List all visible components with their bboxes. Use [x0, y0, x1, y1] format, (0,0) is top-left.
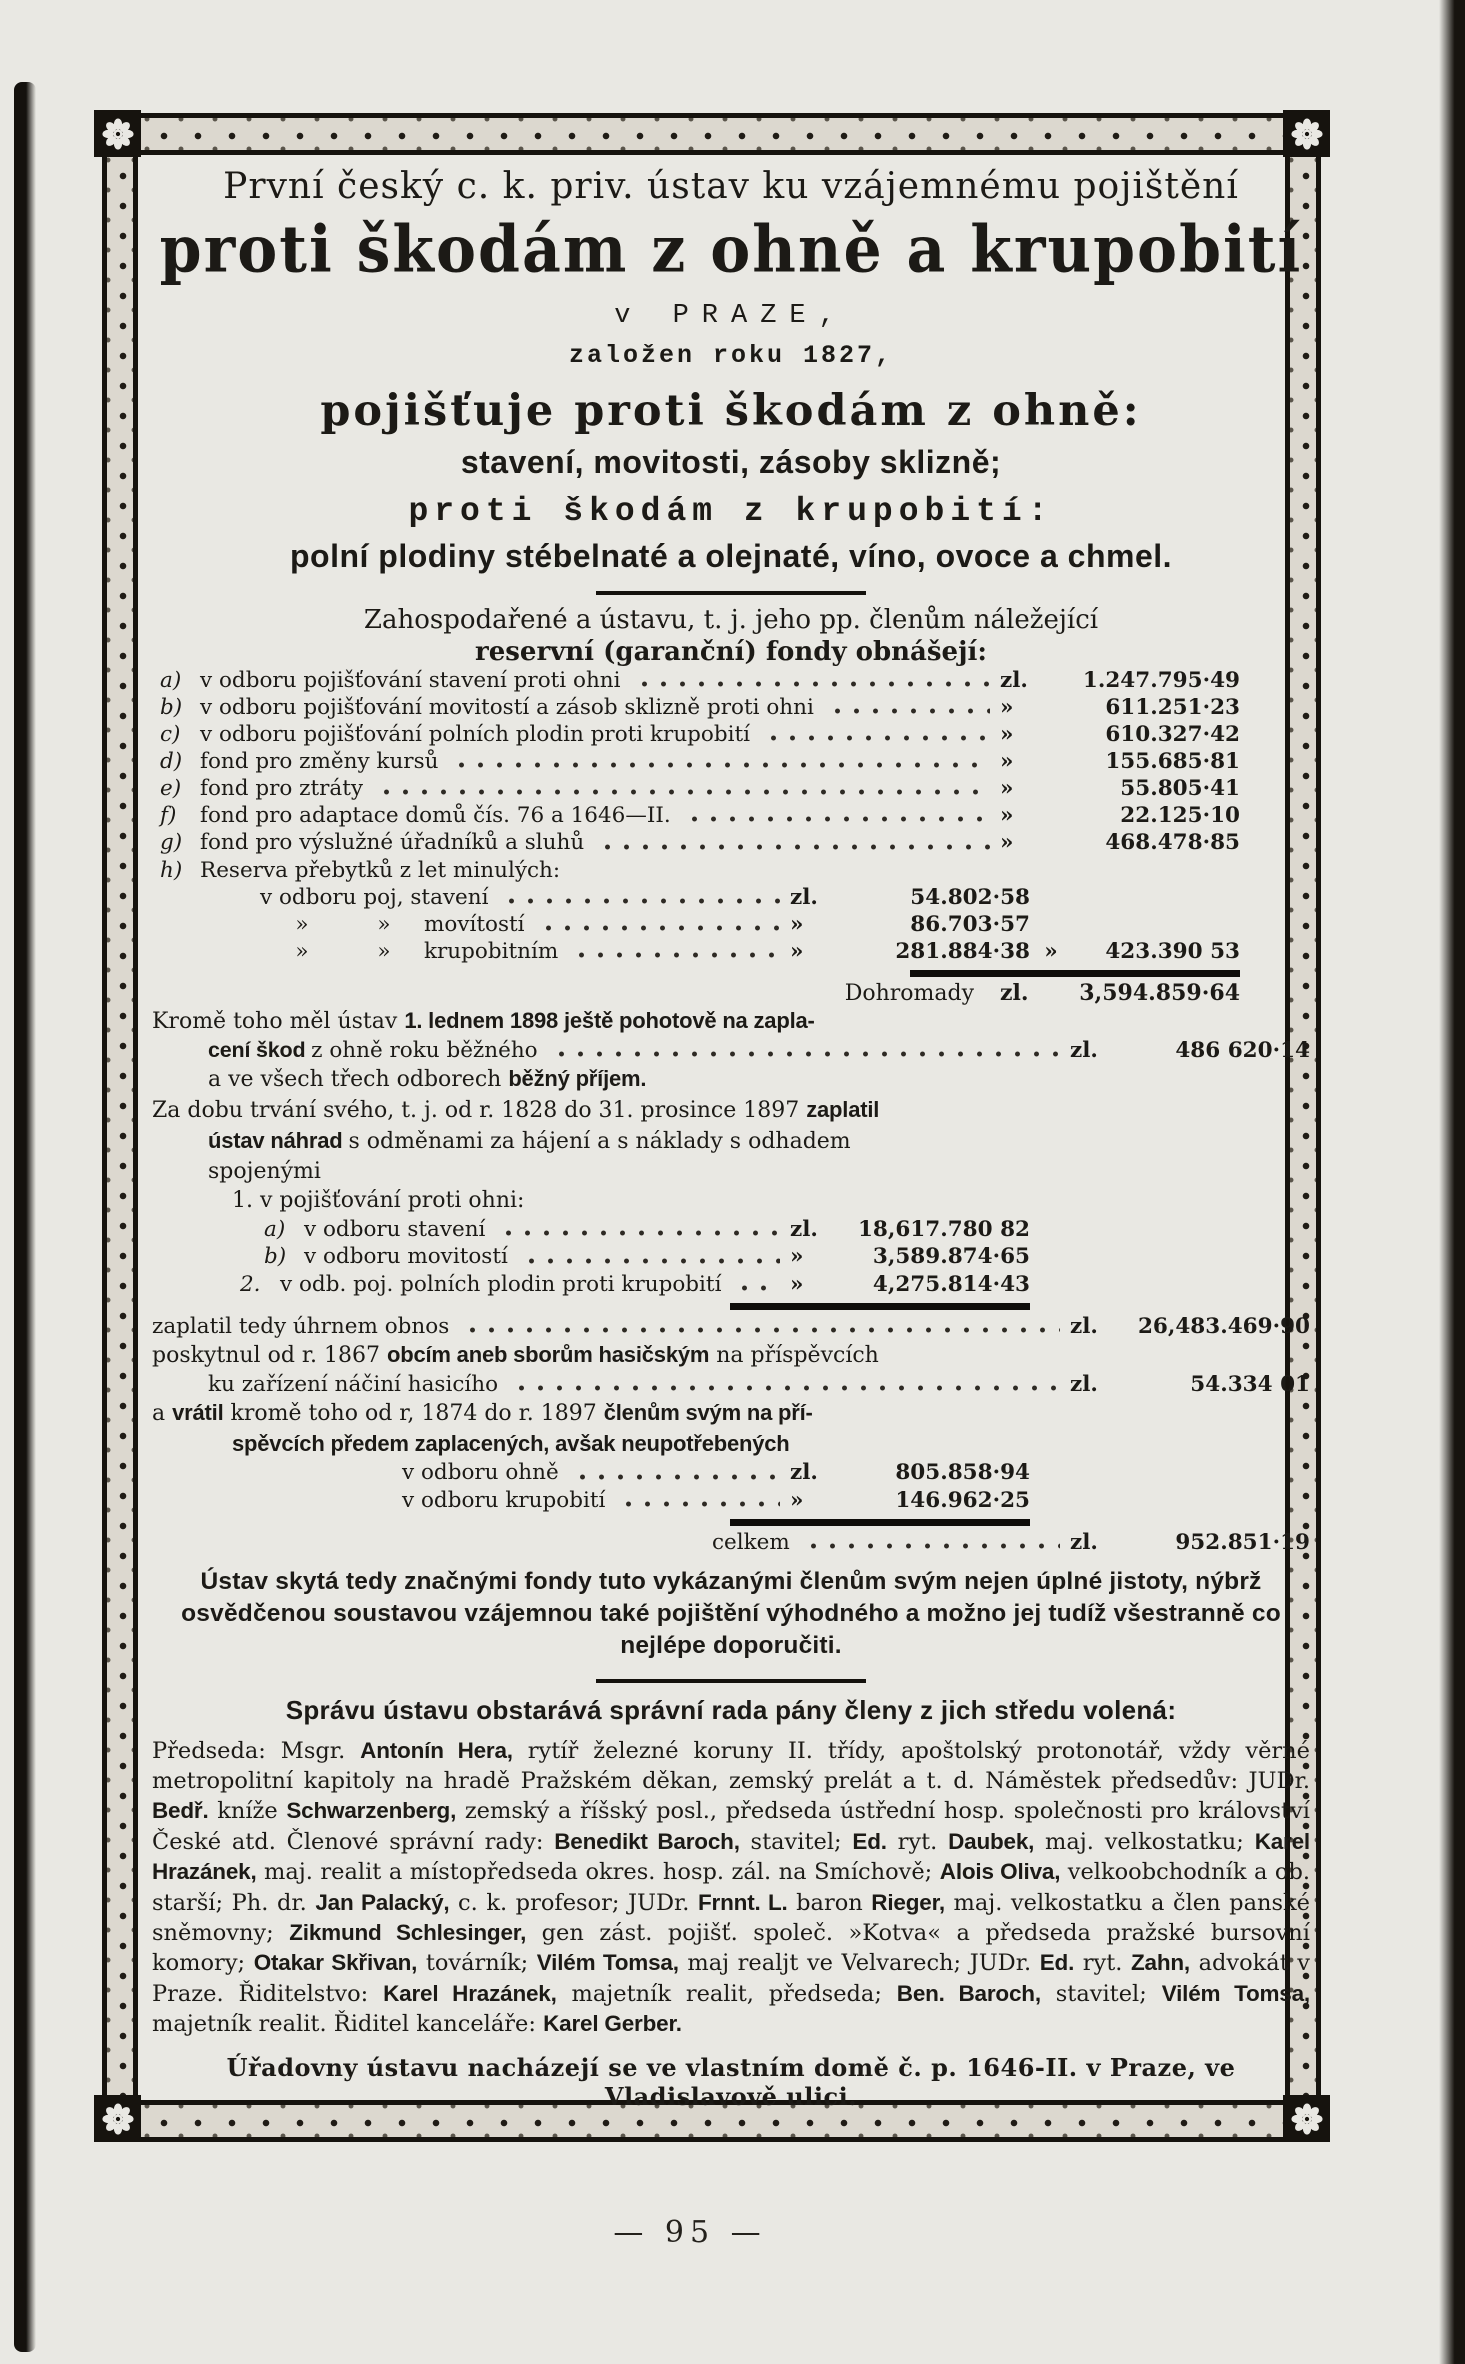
row-marker: h)	[160, 857, 183, 883]
amount: 22.125·10	[1120, 803, 1240, 829]
row-label: cení škod z ohně roku běžného	[208, 1037, 538, 1063]
amount: 805.858·94	[895, 1460, 1030, 1486]
institute-name: První český c. k. priv. ústav ku vzájemnému pojištění	[223, 166, 1239, 207]
amount: 4,275.814·43	[872, 1271, 1030, 1297]
total-amount: 3,594.859·64	[1079, 979, 1240, 1006]
currency-label: zl.	[1070, 1313, 1098, 1339]
row-label: v odboru movitostí	[304, 1244, 508, 1270]
history-row-staveni	[152, 1216, 1240, 1243]
amount-total-column: 423.390 53	[1105, 938, 1240, 964]
dot-leader	[502, 898, 780, 904]
amount: 55.805·41	[1120, 776, 1240, 802]
total-label: Dohromady	[844, 980, 974, 1006]
currency-label: zl.	[790, 1217, 818, 1243]
row-marker: g)	[160, 830, 183, 856]
dot-leader	[572, 952, 780, 958]
currency-label: »	[1044, 938, 1058, 964]
history-item1-heading: 1. v pojišťování proti ohni:	[232, 1188, 525, 1214]
history-intro-line3: spojenými	[208, 1158, 321, 1184]
paid-total-row	[152, 1313, 1310, 1340]
currency-label: zl.	[790, 1460, 818, 1486]
amount: 1.247.795·49	[1082, 668, 1240, 693]
row-label: v odboru stavení	[304, 1217, 486, 1243]
amount: 146.962·25	[895, 1487, 1030, 1513]
row-marker: a)	[160, 668, 182, 693]
section-divider	[596, 1679, 866, 1683]
funds-total-row	[152, 980, 1240, 1006]
dot-leader	[539, 925, 781, 931]
dot-leader	[552, 1051, 1060, 1057]
row-label: v odboru poj, stavení	[260, 884, 489, 910]
dot-leader	[377, 789, 990, 795]
row-marker: c)	[160, 722, 181, 748]
ditto-mark: »	[377, 938, 391, 964]
currency-label: zl.	[790, 884, 818, 910]
history-intro-line1: Za dobu trvání svého, t. j. od r. 1828 do 31. prosince 1897 zaplatil	[152, 1096, 880, 1123]
dot-leader	[685, 816, 990, 822]
row-label: v odboru ohně	[402, 1460, 559, 1486]
row-label: ku zařízení náčiní hasicího	[208, 1371, 499, 1397]
hail-insurance-items: polní plodiny stébelnaté a olejnaté, víno, ovoce a chmel.	[289, 538, 1173, 574]
sum-rule	[910, 970, 1240, 977]
amount: 486 620·14	[1175, 1037, 1310, 1063]
section-divider	[596, 591, 866, 595]
cash-line3: a ve všech třech odborech běžný příjem.	[208, 1065, 647, 1092]
founded-line: založen roku 1827,	[568, 341, 894, 370]
cash-line1: Kromě toho měl ústav 1. lednem 1898 ještě pohotově na zapla-	[152, 1007, 815, 1034]
rosette-ornament-icon	[94, 110, 141, 157]
fund-row-d	[152, 748, 1240, 775]
row-label: fond pro adaptace domů čís. 76 a 1646—II.	[200, 803, 671, 829]
scan-shadow-right	[1439, 0, 1465, 2364]
amount: 611.251·23	[1105, 695, 1240, 721]
board-members-paragraph: Předseda: Msgr. Antonín Hera, rytíř železné koruny II. třídy, apoštolský protonotář, vždy věrné metropolitní kapitoly na hradě Pražském děkan, zemský prelát a t. d. Náměstek předsedův: JUDr. Bedř. kníže Schwarzenberg, zemský a říšský posl., předseda ústřední hosp. společnosti pro království České atd. Členové správní rady: Benedikt Baroch, stavitel; Ed. ryt. Daubek, maj. velkostatku; Karel Hrazánek, maj. realit a místopředseda okres. hosp. zál. na Smíchově; Alois Oliva, velkoobchodník a ob. starší; Ph. dr. Jan Palacký, c. k. profesor; JUDr. Frnnt. L. baron Rieger, maj. velkostatku a člen panské sněmovny; Zikmund Schlesinger, gen zást. pojišť. společ. »Kotva« a předseda pražské bursovní komory; Otakar Skřivan, továrník; Vilém Tomsa, maj realjt ve Velvarech; JUDr. Ed. ryt. Zahn, advokát v Praze. Řiditelstvo: Karel Hrazánek, majetník realit, předseda; Ben. Baroch, stavitel; Vilém Tomsa, majetník realit. Řiditel kanceláře: Karel Gerber.	[152, 1737, 1311, 2038]
dot-leader	[828, 708, 990, 714]
row-marker: b)	[160, 695, 183, 721]
funds-intro-line2: reservní (garanční) fondy obnášejí:	[475, 637, 987, 667]
amount: 281.884·38	[895, 938, 1030, 964]
row-marker: a)	[264, 1217, 286, 1243]
dot-leader	[619, 1501, 780, 1507]
row-marker: 2.	[240, 1271, 261, 1297]
total-amount: 952.851·19	[1175, 1529, 1310, 1555]
currency-label: »	[1000, 830, 1014, 856]
dot-leader	[735, 1285, 780, 1291]
ditto-mark: »	[295, 911, 309, 937]
dot-leader	[598, 844, 990, 850]
row-label: v odboru krupobití	[402, 1487, 606, 1513]
amount: 610.327·42	[1105, 722, 1240, 748]
border-band-top	[141, 113, 1284, 155]
currency-label: »	[1000, 803, 1014, 829]
dot-leader	[522, 1258, 780, 1264]
amount: 3,589.874·65	[872, 1244, 1030, 1270]
currency-label: »	[790, 1244, 804, 1270]
advertisement-body	[152, 162, 1310, 2111]
cash-row	[152, 1037, 1310, 1064]
page-number: — 95 —	[613, 2215, 767, 2250]
amount: 468.478·85	[1105, 830, 1240, 856]
fund-row-g	[152, 829, 1240, 856]
reserve-row-movitosti	[152, 911, 1240, 938]
scan-shadow-left	[14, 82, 36, 2352]
sum-rule	[730, 1303, 1030, 1310]
currency-label: »	[790, 1271, 804, 1297]
returned-row-krupobiti	[152, 1487, 1240, 1514]
row-marker: e)	[160, 776, 182, 802]
ditto-mark: »	[295, 938, 309, 964]
currency-label: zl.	[1000, 668, 1028, 693]
history-intro-line2: ústav náhrad s odměnami za hájení a s náklady s odhadem	[208, 1127, 851, 1154]
ditto-mark: »	[377, 911, 391, 937]
hail-insurance-heading: proti škodám z krupobití:	[408, 493, 1054, 530]
row-label: fond pro změny kursů	[200, 749, 439, 775]
main-title: proti škodám z ohně a krupobití	[159, 212, 1303, 288]
brigades-row	[152, 1371, 1310, 1398]
row-label: v odb. poj. polních plodin proti krupobití	[280, 1271, 722, 1297]
row-marker: f)	[160, 803, 177, 829]
sum-rule	[730, 1519, 1030, 1526]
amount: 54.334 01	[1190, 1371, 1310, 1397]
row-label: fond pro ztráty	[200, 776, 364, 802]
row-label: v odboru pojišťování movitostí a zásob sklizně proti ohni	[200, 695, 814, 721]
row-label: fond pro výslužné úřadníků a sluhů	[200, 830, 585, 856]
fund-row-e	[152, 775, 1240, 802]
row-marker: b)	[264, 1244, 287, 1270]
fund-row-h-header	[152, 857, 1240, 884]
dot-leader	[452, 762, 990, 768]
rosette-ornament-icon	[1283, 110, 1330, 157]
amount: 54.802·58	[910, 884, 1030, 910]
currency-label: »	[790, 1487, 804, 1513]
row-label: v odboru pojišťování polních plodin proti krupobití	[200, 722, 751, 748]
row-label: celkem	[712, 1529, 790, 1555]
brigades-line: poskytnul od r. 1867 obcím aneb sborům hasičským na příspěvcích	[152, 1341, 879, 1368]
dot-leader	[804, 1543, 1060, 1549]
summary-paragraph: Ústav skytá tedy značnými fondy tuto vykázanými členům svým nejen úplné jistoty, nýbrž osvědčenou soustavou vzájemnou také pojištění výhodného a možno jej tudíž všestranně co nejlépe doporučiti.	[181, 1567, 1281, 1660]
row-label: v odboru pojišťování stavení proti ohni	[200, 668, 621, 693]
fire-insurance-heading: pojišťuje proti škodám z ohně:	[320, 386, 1142, 436]
offices-address-line: Úřadovny ústavu nacházejí se ve vlastním domě č. p. 1646-II. v Praze, ve Vladislavově ulici.	[226, 2053, 1236, 2112]
fire-insurance-items: stavení, movitosti, zásoby sklizně;	[460, 444, 1002, 480]
reserve-row-krupobitnim	[152, 938, 1240, 965]
row-label: zaplatil tedy úhrnem obnos	[152, 1313, 450, 1339]
dot-leader	[463, 1327, 1060, 1333]
returned-line1: a vrátil kromě toho od r, 1874 do r. 1897 členům svým na pří-	[152, 1399, 813, 1426]
dot-leader	[635, 681, 990, 687]
board-heading: Správu ústavu obstarává správní rada pány členy z jich středu volená:	[285, 1694, 1177, 1725]
amount: 155.685·81	[1105, 749, 1240, 775]
history-row-movitosti	[152, 1243, 1240, 1270]
city-line: v PRAZE,	[614, 301, 848, 331]
currency-label: zl.	[1070, 1371, 1098, 1397]
currency-label: zl.	[1070, 1037, 1098, 1063]
currency-label: »	[1000, 695, 1014, 721]
fund-row-f	[152, 802, 1240, 829]
currency-label: »	[790, 911, 804, 937]
reserve-row-staveni	[152, 884, 1240, 911]
returned-row-ohne	[152, 1459, 1240, 1486]
returned-line2: spěvcích předem zaplacených, avšak neupotřebených	[232, 1430, 790, 1456]
fund-row-b	[152, 694, 1240, 721]
border-band-left	[102, 157, 138, 2100]
rosette-ornament-icon	[94, 2095, 141, 2142]
dot-leader	[573, 1474, 780, 1480]
total-amount: 26,483.469·90	[1137, 1313, 1310, 1339]
dot-leader	[764, 735, 990, 741]
currency-label: »	[1000, 722, 1014, 748]
amount: 18,617.780 82	[857, 1217, 1030, 1243]
history-row-krupobiti	[152, 1271, 1240, 1298]
currency-label: »	[1000, 749, 1014, 775]
amount: 86.703·57	[910, 911, 1030, 937]
currency-label: »	[790, 938, 804, 964]
currency-label: »	[1000, 776, 1014, 802]
row-label: krupobitním	[424, 938, 559, 964]
dot-leader	[499, 1230, 780, 1236]
fund-row-a	[152, 667, 1240, 694]
dot-leader	[512, 1385, 1060, 1391]
fund-row-c	[152, 721, 1240, 748]
funds-intro-line1: Zahospodařené a ústavu, t. j. jeho pp. členům náležející	[363, 605, 1099, 635]
row-label: Reserva přebytků z let minulých:	[200, 857, 561, 883]
row-marker: d)	[160, 749, 183, 775]
currency-label: zl.	[1070, 1529, 1098, 1555]
grand-total-row	[152, 1529, 1310, 1556]
currency-label: zl.	[1000, 979, 1029, 1006]
row-label: movítostí	[424, 911, 525, 937]
